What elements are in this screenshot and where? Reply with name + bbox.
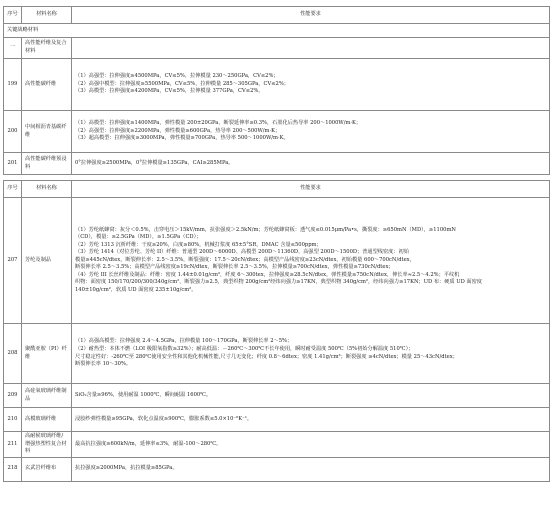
requirement-line: （4）芳纶 III 长丝纤维及制品：纤维：密度 1.44±0.01g/cm³，纤度 6～300tex，拉伸强度≥28.5cN/dtex，弹性模量≥750cN/dtex，伸长率≈2.5～4.2%；平纹机 bbox=[75, 271, 460, 278]
section-title: 关键战略材料 bbox=[4, 24, 550, 38]
performance-requirement bbox=[72, 153, 550, 175]
requirement-line: （2）高强型：拉伸强度≥2200MPa，弹性模量≥600GPa，热导率 200～500W/m·K； bbox=[75, 127, 281, 134]
performance-requirement bbox=[72, 198, 550, 324]
requirement-line: 织物：面密度 150/170/200/300/340g/cm²，断裂强力≥2.5，典型织物 200g/cm²经纬向强力≥17KN，典型织物 340g/cm²，经纬向强力≥17KN；UD 布：硬质 UD 面密度 bbox=[75, 279, 482, 286]
subsection-index: 一 bbox=[4, 38, 22, 59]
requirement-line: 断裂伸长率 2.5～3.5%；高模型产品线密度≥19cN/dtex，断裂伸长率 2.5～3.5%，拉伸模量≥700cN/dtex，弹性模量≥730cN/dtex； bbox=[75, 264, 394, 271]
header-material-name: 材料名称 bbox=[22, 7, 72, 24]
requirement-line: （2）耐热型：本体不燃（LOI 极限氧指数≥32%）；耐高低温：－260℃～300℃不长年使用，瞬时耐受温度 500℃（5%初始分解温度 510℃）； bbox=[75, 345, 414, 352]
requirement-line: （1）高强高模型：拉伸强度 2.4～4.5GPa，拉伸模量 100～170GPa，断裂伸长率 2～5%； bbox=[75, 338, 293, 345]
header-performance: 性能要求 bbox=[72, 7, 550, 24]
subsection-row bbox=[4, 38, 550, 59]
row-index: 200 bbox=[4, 111, 22, 153]
header-index: 序号 bbox=[4, 181, 22, 198]
requirement-line: （1）芳纶纸蜂窝：灰分＜0.5%，击穿电压＞15kV/mm，抗张强度＞2.5kN/m；芳纶纸蜂窝板：透气度≤0.015μm/Pa•s，撕裂度：≥650mN（MD），≥1100mN bbox=[75, 226, 456, 233]
table-row bbox=[4, 111, 550, 153]
performance-requirement bbox=[72, 111, 550, 153]
table-row bbox=[4, 59, 550, 111]
requirement-line: （3）超高模型：拉伸强度≥3000MPa，弹性模量≥700GPa，热导率 500～1000W/m·K。 bbox=[75, 135, 289, 142]
material-name: 高模玻璃纤维 bbox=[22, 408, 72, 432]
subsection-blank bbox=[72, 38, 550, 59]
table-row bbox=[4, 432, 550, 458]
requirement-line: 0°拉伸强度≥2500MPa，0°拉伸模量≥135GPa，CAI≥285MPa。 bbox=[75, 159, 234, 166]
row-index: 209 bbox=[4, 384, 22, 408]
table-header-row bbox=[4, 7, 550, 24]
table-row bbox=[4, 457, 550, 481]
performance-table-fibers bbox=[3, 180, 550, 482]
performance-requirement bbox=[72, 59, 550, 111]
performance-requirement bbox=[72, 432, 550, 458]
material-name: 聚酰亚胺（PI）纤维 bbox=[22, 324, 72, 384]
requirement-line: SiO₂含量≥96%，使用耐温 1000℃，瞬间耐温 1600℃。 bbox=[75, 391, 212, 398]
material-name: 玄武岩纤维布 bbox=[22, 457, 72, 481]
requirement-line: 最高抗拉强度≥600kN/m，延伸率≤3%，耐温-100～280℃。 bbox=[75, 440, 222, 447]
requirement-line: （1）高强型：拉伸强度≥4500MPa，CV≤5%，拉伸模量 230～250GPa，CV≤2%； bbox=[75, 73, 279, 80]
material-name: 高耐候玻璃纤维/增强热塑性复合材料 bbox=[22, 432, 72, 458]
performance-requirement bbox=[72, 408, 550, 432]
requirement-line: 断裂伸长率 10～30%。 bbox=[75, 361, 132, 368]
header-material-name: 材料名称 bbox=[22, 181, 72, 198]
row-index: 207 bbox=[4, 198, 22, 324]
header-performance: 性能要求 bbox=[72, 181, 550, 198]
row-index: 210 bbox=[4, 408, 22, 432]
row-index: 201 bbox=[4, 153, 22, 175]
requirement-line: 浸胶纱弹性模量≥95GPa，软化点温度≥900℃，膨胀系数≤5.0×10⁻⁶K⁻¹。 bbox=[75, 415, 253, 422]
table-row bbox=[4, 408, 550, 432]
requirement-line: 140±10g/cm²，软质 UD 面密度 235±10g/cm²。 bbox=[75, 286, 197, 293]
row-index: 199 bbox=[4, 59, 22, 111]
row-index: 218 bbox=[4, 457, 22, 481]
material-name: 芳纶及制品 bbox=[22, 198, 72, 324]
table-header-row bbox=[4, 181, 550, 198]
requirement-line: 模量≥445cN/dtex，断裂伸长率：2.5～3.5%，断裂强度：17.5～20cN/dtex；高模型产品线密度≥23cN/dtex，初始模量 600～700cN/dtex， bbox=[75, 256, 415, 263]
requirement-line: （3）高模型：拉伸强度≥4200MPa，CV≤5%，拉伸模量 377GPa，CV≤2%。 bbox=[75, 88, 264, 95]
material-name: 高性能碳纤维预浸料 bbox=[22, 153, 72, 175]
material-name: 高性能碳纤维 bbox=[22, 59, 72, 111]
section-row bbox=[4, 24, 550, 38]
row-index: 208 bbox=[4, 324, 22, 384]
performance-table-strategic bbox=[3, 6, 550, 175]
row-index: 211 bbox=[4, 432, 22, 458]
requirement-line: （2）高强中模型：拉伸强度≥5500MPa，CV≤5%，拉伸模量 285～305GPa，CV≤2%； bbox=[75, 80, 289, 87]
performance-requirement bbox=[72, 384, 550, 408]
requirement-line: （3）芳纶 1414（对位芳纶、芳纶 II）纤维：普通型 200D～6000D、高模型 200D～11360D、高强型 200D～1500D；普通型线密度：初始 bbox=[75, 249, 409, 256]
material-name: 中间相沥青基碳纤维 bbox=[22, 111, 72, 153]
requirement-line: 尺寸稳定性好：-260℃至 280℃使用安全性和其他化机械性能,尺寸几无变化；纤度 0.8～6dtex；密度 1.41g/cm³；断裂强度 ≥4cN/dtex；模量 25～43cN/dtex； bbox=[75, 353, 458, 360]
performance-requirement bbox=[72, 457, 550, 481]
subsection-name: 高性能纤维及复合材料 bbox=[22, 38, 72, 59]
performance-requirement bbox=[72, 324, 550, 384]
table-row bbox=[4, 324, 550, 384]
table-row bbox=[4, 198, 550, 324]
requirement-line: 抗拉强度≥2000MPa，抗拉模量≥85GPa。 bbox=[75, 465, 178, 472]
header-index: 序号 bbox=[4, 7, 22, 24]
requirement-line: （1）高模型：拉伸强度≥1400MPa，弹性模量 200±20GPa，断裂延伸率≥0.3%，石墨化后热导率 200～1000W/m·K； bbox=[75, 120, 362, 127]
requirement-line: （2）芳纶 1313 沉析纤维：干度≥20%，白度≥80%，机械打浆度 65±5°SR，DMAC 含量≤500ppm； bbox=[75, 241, 322, 248]
material-name: 高硅氧玻璃纤维制品 bbox=[22, 384, 72, 408]
table-row bbox=[4, 384, 550, 408]
table-row bbox=[4, 153, 550, 175]
requirement-line: （CD），模量：≥2.5GPa（MD），≥1.5GPa（CD）； bbox=[75, 234, 202, 241]
